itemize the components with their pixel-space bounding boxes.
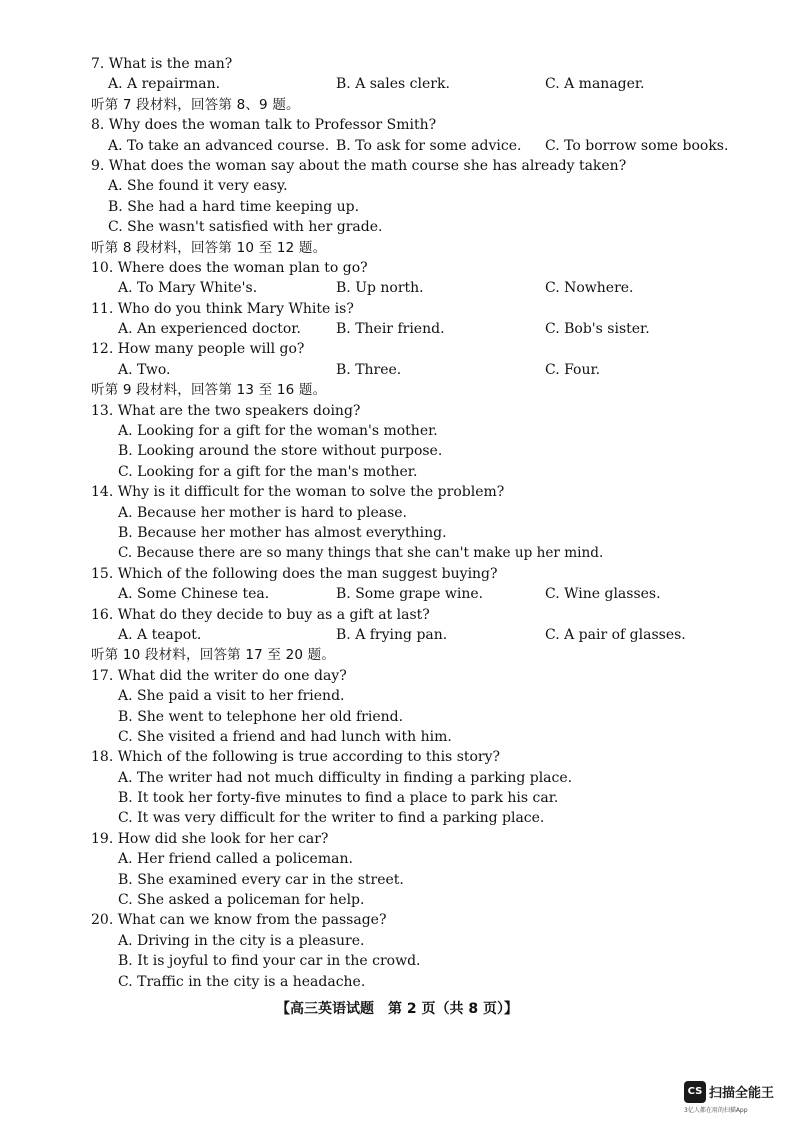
- options-row: [91, 136, 741, 156]
- options-row: [91, 278, 741, 298]
- option-a: A. Some Chinese tea.: [118, 586, 270, 603]
- option-c: C. She asked a policeman for help.: [118, 892, 365, 909]
- question-stem: 11. Who do you think Mary White is?: [91, 300, 354, 317]
- option-c: C. Traffic in the city is a headache.: [118, 973, 366, 990]
- option-a: A. Looking for a gift for the woman's mother.: [118, 423, 438, 440]
- scanner-watermark: [684, 1081, 784, 1115]
- question-stem: 9. What does the woman say about the math course she has already taken?: [91, 157, 627, 174]
- question-stem: 20. What can we know from the passage?: [91, 912, 387, 929]
- option-c: C. A pair of glasses.: [545, 626, 686, 643]
- option-a: A. Two.: [118, 361, 171, 378]
- question-stem: 17. What did the writer do one day?: [91, 667, 347, 684]
- option-a: A. Driving in the city is a pleasure.: [118, 932, 365, 949]
- option-a: A. She paid a visit to her friend.: [118, 688, 345, 705]
- exam-page-content: [91, 54, 741, 992]
- option-c: C. She visited a friend and had lunch with him.: [118, 728, 452, 745]
- options-row: [91, 74, 741, 94]
- option-c: C. Bob's sister.: [545, 321, 650, 338]
- page-footer: 【高三英语试题 第 2 页（共 8 页）】: [276, 1001, 518, 1017]
- question-stem: 8. Why does the woman talk to Professor Smith?: [91, 117, 437, 134]
- option-c: C. Looking for a gift for the man's mother.: [118, 463, 418, 480]
- section-instruction: 听第 8 段材料，回答第 10 至 12 题。: [91, 239, 327, 256]
- option-a: A. To Mary White's.: [118, 280, 258, 297]
- options-row: [91, 584, 741, 604]
- section-instruction: 听第 9 段材料，回答第 13 至 16 题。: [91, 382, 327, 399]
- option-b: B. She examined every car in the street.: [118, 871, 404, 888]
- option-a: A. To take an advanced course.: [108, 137, 330, 154]
- option-b: B. She went to telephone her old friend.: [118, 708, 404, 725]
- option-b: B. Some grape wine.: [336, 586, 484, 603]
- question-stem: 19. How did she look for her car?: [91, 830, 329, 847]
- option-a: A. Her friend called a policeman.: [118, 851, 353, 868]
- option-b: B. To ask for some advice.: [336, 137, 522, 154]
- option-b: B. A frying pan.: [336, 626, 448, 643]
- option-a: A. Because her mother is hard to please.: [118, 504, 408, 521]
- option-a: A. The writer had not much difficulty in finding a parking place.: [118, 769, 573, 786]
- option-c: C. To borrow some books.: [545, 137, 729, 154]
- question-stem: 15. Which of the following does the man suggest buying?: [91, 565, 498, 582]
- option-b: B. Their friend.: [336, 321, 445, 338]
- question-stem: 14. Why is it difficult for the woman to solve the problem?: [91, 484, 505, 501]
- option-b: B. It took her forty-five minutes to find a place to park his car.: [118, 790, 559, 807]
- option-c: C. Because there are so many things that she can't make up her mind.: [118, 545, 604, 562]
- question-stem: 13. What are the two speakers doing?: [91, 402, 361, 419]
- question-stem: 12. How many people will go?: [91, 341, 305, 358]
- option-b: B. Three.: [336, 361, 402, 378]
- option-b: B. Because her mother has almost everything.: [118, 524, 447, 541]
- options-row: [91, 319, 741, 339]
- option-c: C. She wasn't satisfied with her grade.: [108, 219, 383, 236]
- option-c: C. Wine glasses.: [545, 586, 661, 603]
- option-c: C. Four.: [545, 361, 601, 378]
- option-b: B. She had a hard time keeping up.: [108, 198, 360, 215]
- option-c: C. Nowhere.: [545, 280, 634, 297]
- options-row: [91, 360, 741, 380]
- question-stem: 16. What do they decide to buy as a gift at last?: [91, 606, 430, 623]
- option-b: B. Up north.: [336, 280, 424, 297]
- watermark-subtitle: 3亿人都在用的扫描App: [684, 1107, 748, 1114]
- question-stem: 7. What is the man?: [91, 56, 233, 72]
- option-a: A. A repairman.: [108, 76, 221, 93]
- question-stem: 18. Which of the following is true according to this story?: [91, 749, 501, 766]
- section-instruction: 听第 10 段材料，回答第 17 至 20 题。: [91, 647, 336, 664]
- options-row: [91, 625, 741, 645]
- watermark-title: 扫描全能王: [709, 1086, 775, 1101]
- option-b: B. Looking around the store without purpose.: [118, 443, 443, 460]
- camscanner-logo-icon: CS: [684, 1081, 706, 1103]
- option-a: A. She found it very easy.: [108, 178, 288, 195]
- option-b: B. It is joyful to find your car in the crowd.: [118, 953, 421, 970]
- option-a: A. An experienced doctor.: [118, 321, 301, 338]
- section-instruction: 听第 7 段材料，回答第 8、9 题。: [91, 96, 300, 113]
- option-b: B. A sales clerk.: [336, 76, 450, 93]
- option-c: C. It was very difficult for the writer to find a parking place.: [118, 810, 545, 827]
- option-a: A. A teapot.: [118, 626, 202, 643]
- option-c: C. A manager.: [545, 76, 645, 93]
- question-stem: 10. Where does the woman plan to go?: [91, 259, 368, 276]
